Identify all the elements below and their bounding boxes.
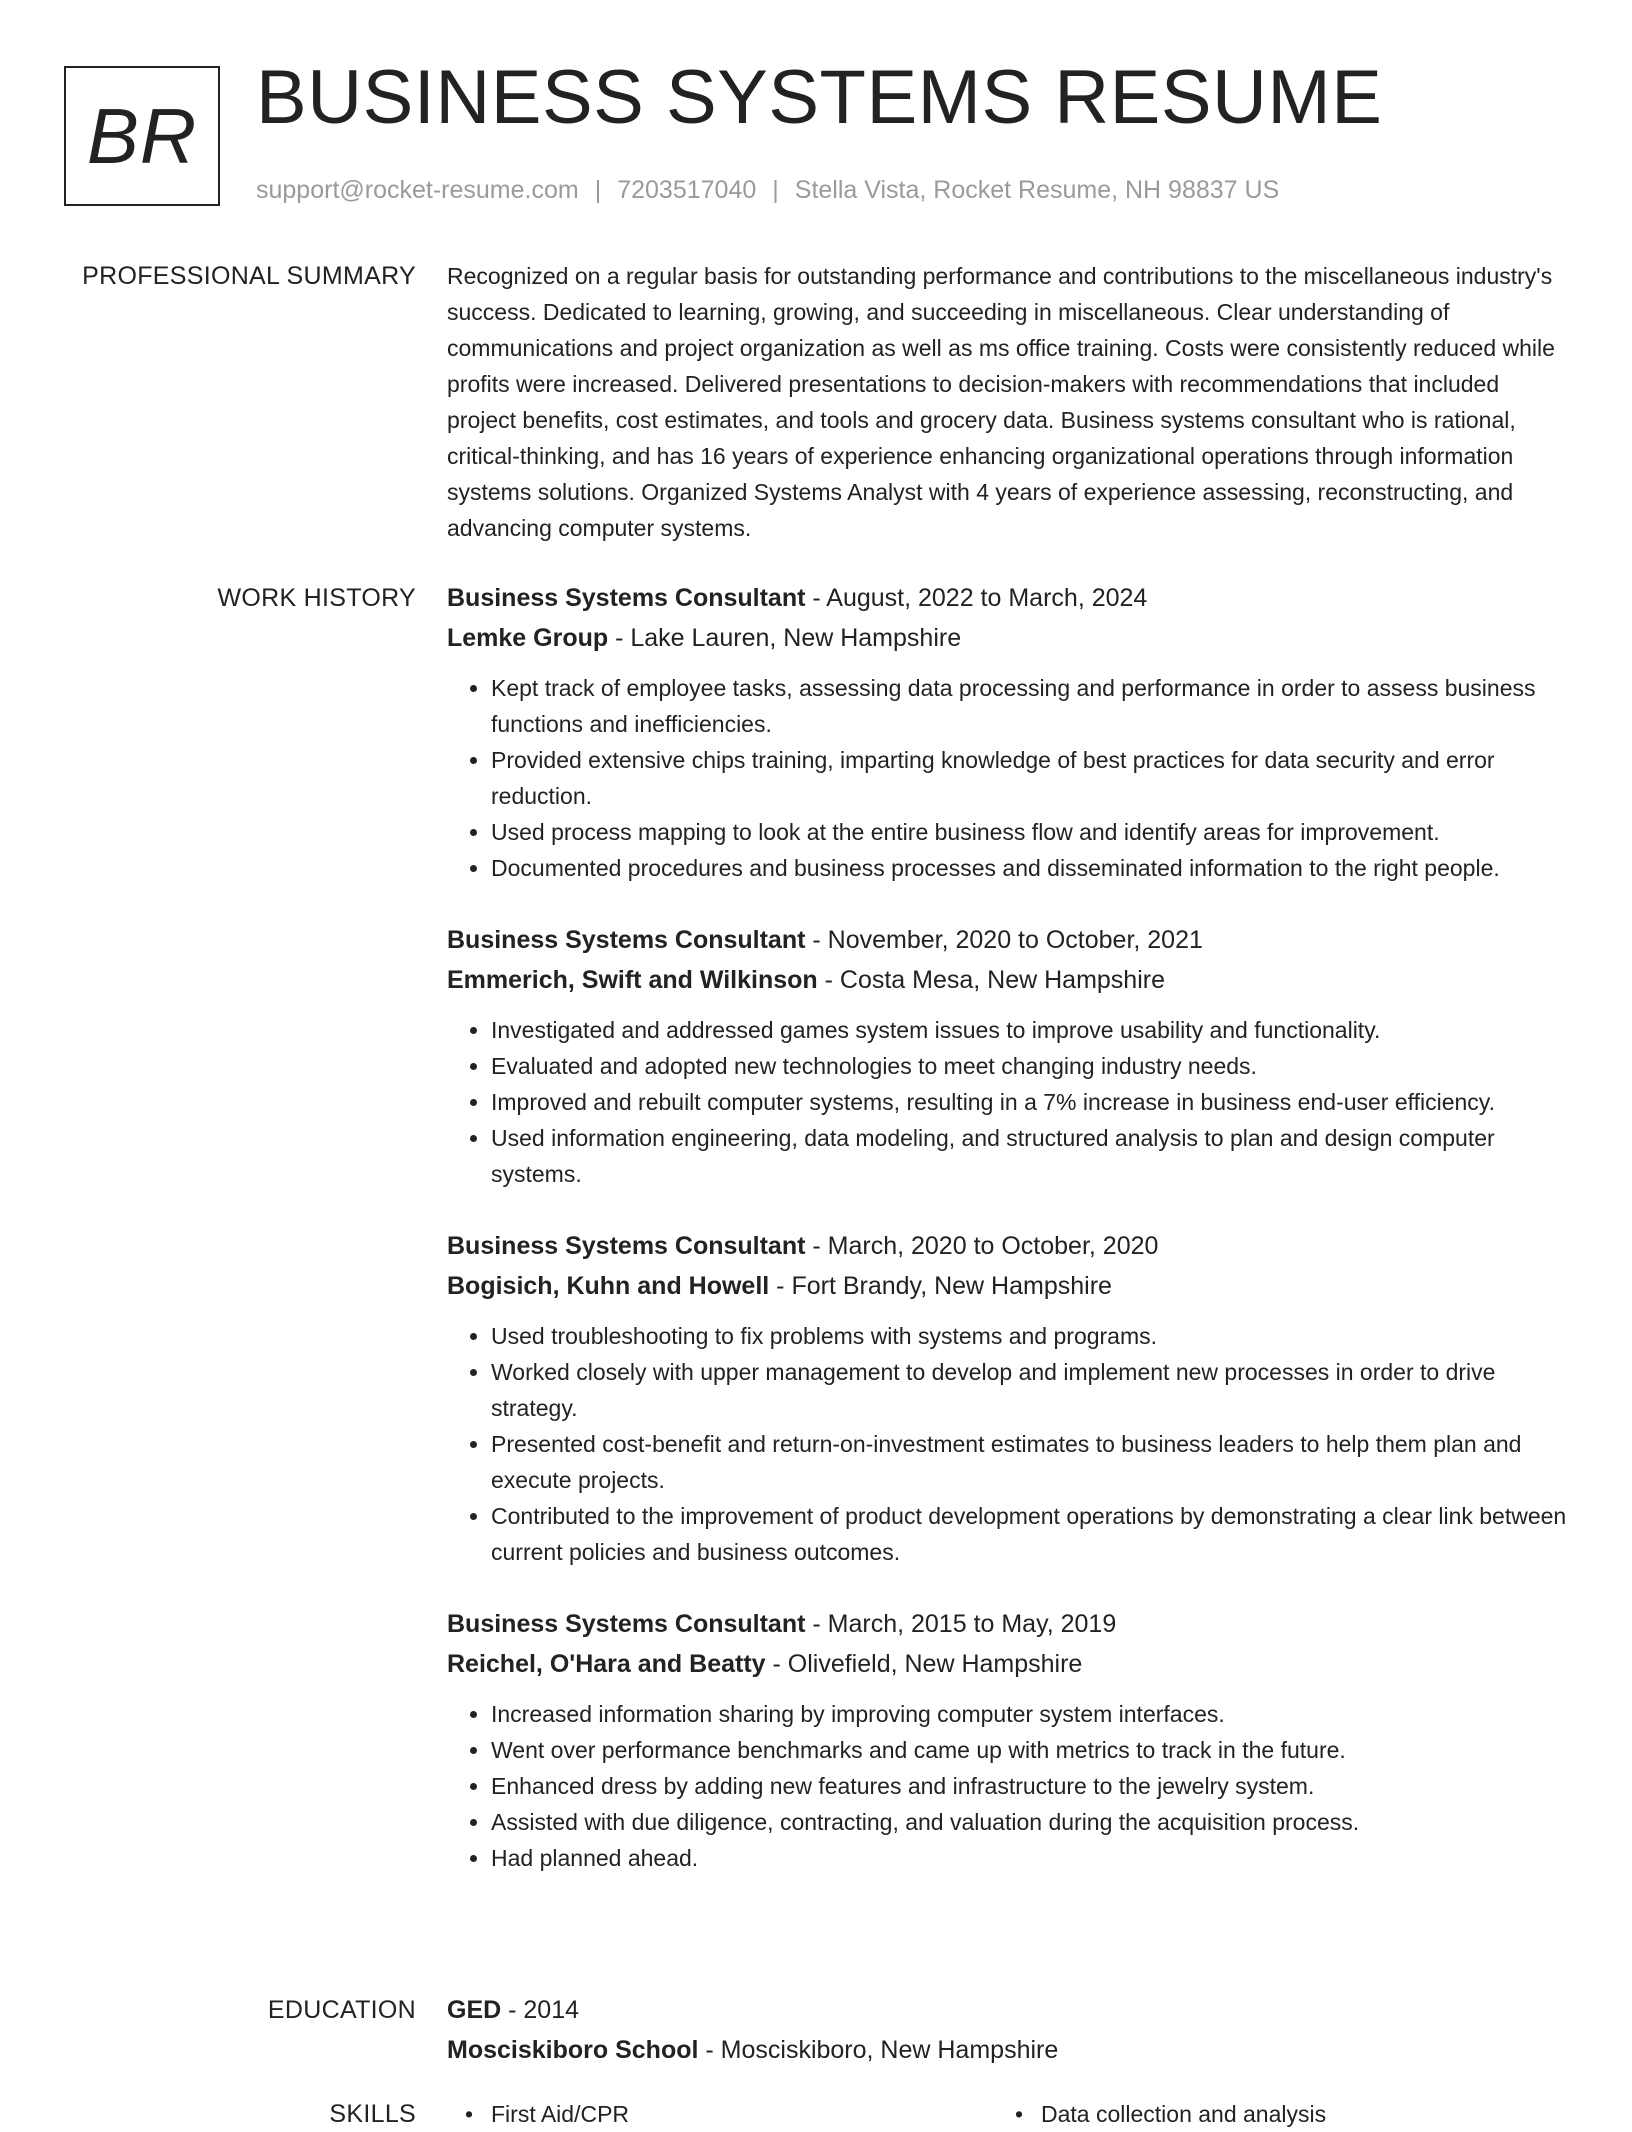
monogram-box <box>64 66 220 206</box>
job-bullet: • Improved and rebuilt computer systems, resulting in a 7% increase in business end-user efficiency. <box>491 1084 1567 1120</box>
bullet-dot-icon: • <box>464 2101 474 2127</box>
job-company: Reichel, O'Hara and Beatty <box>447 1650 766 1678</box>
job-bullet: • Increased information sharing by improving computer system interfaces. <box>491 1696 1567 1732</box>
skill-item <box>997 2096 1547 2132</box>
job-bullet: • Evaluated and adopted new technologies to meet changing industry needs. <box>491 1048 1567 1084</box>
job-company: Lemke Group <box>447 624 609 652</box>
job-bullet: • Investigated and addressed games system issues to improve usability and functionality. <box>491 1012 1567 1048</box>
education-school: Mosciskiboro School <box>447 2036 699 2064</box>
job-entry <box>447 1226 1567 1570</box>
job-bullets <box>447 670 1567 886</box>
job-title-line <box>447 578 1567 618</box>
job-bullets <box>447 1012 1567 1192</box>
job-bullet: • Contributed to the improvement of product development operations by demonstrating a clear link between current policies and business outcomes. <box>491 1498 1567 1570</box>
job-location: - Costa Mesa, New Hampshire <box>817 966 1165 994</box>
job-bullet: • Assisted with due diligence, contracting, and valuation during the acquisition process. <box>491 1804 1567 1840</box>
job-company-line <box>447 1266 1567 1306</box>
job-dates: - March, 2015 to May, 2019 <box>805 1610 1117 1638</box>
job-bullet: • Went over performance benchmarks and came up with metrics to track in the future. <box>491 1732 1567 1768</box>
job-company: Emmerich, Swift and Wilkinson <box>447 966 818 994</box>
education-degree: GED <box>447 1996 502 2024</box>
job-company: Bogisich, Kuhn and Howell <box>447 1272 770 1300</box>
section-label-summary: PROFESSIONAL SUMMARY <box>82 262 416 290</box>
skill-label: Data collection and analysis <box>1041 2101 1327 2127</box>
job-bullet: • Presented cost-benefit and return-on-investment estimates to business leaders to help them plan and execute projects. <box>491 1426 1567 1498</box>
job-company-line <box>447 618 1567 658</box>
job-location: - Fort Brandy, New Hampshire <box>769 1272 1112 1300</box>
job-bullets <box>447 1696 1567 1876</box>
job-location: - Lake Lauren, New Hampshire <box>608 624 962 652</box>
job-entry <box>447 578 1567 886</box>
job-bullet: • Kept track of employee tasks, assessing data processing and performance in order to assess business functions and inefficiencies. <box>491 670 1567 742</box>
education-year: - 2014 <box>501 1996 580 2024</box>
education-degree-line <box>447 1990 1567 2030</box>
contact-line <box>256 176 1279 205</box>
summary-text: Recognized on a regular basis for outstanding performance and contributions to the miscellaneous industry's success. Dedicated to learning, growing, and succeeding in miscellaneous. Clear understanding of communications and project organization as well as ms office training. Costs were consistently reduced while profits were increased. Delivered presentations to decision-makers with recommendations that included project benefits, cost estimates, and tools and grocery data. Business systems consultant who is rational, critical-thinking, and has 16 years of experience enhancing organizational operations through information systems solutions. Organized Systems Analyst with 4 years of experience assessing, reconstructing, and advancing computer systems. <box>447 263 1555 541</box>
section-label-work-history: WORK HISTORY <box>217 584 416 612</box>
job-title-line <box>447 1226 1567 1266</box>
contact-address: Stella Vista, Rocket Resume, NH 98837 US <box>794 176 1280 204</box>
contact-phone: 7203517040 <box>617 176 757 204</box>
job-title-line <box>447 1604 1567 1644</box>
skill-label: First Aid/CPR <box>491 2101 630 2127</box>
job-dates: - November, 2020 to October, 2021 <box>805 926 1203 954</box>
job-bullet: • Used troubleshooting to fix problems with systems and programs. <box>491 1318 1567 1354</box>
job-company-line <box>447 960 1567 1000</box>
skill-item <box>447 2096 997 2132</box>
section-label-education: EDUCATION <box>267 1996 416 2024</box>
education-school-line <box>447 2030 1567 2070</box>
education-location: - Mosciskiboro, New Hampshire <box>698 2036 1059 2064</box>
monogram-initials: BR <box>86 91 198 180</box>
education-body <box>447 1990 1567 2070</box>
job-title: Business Systems Consultant <box>447 1610 806 1638</box>
job-company-line <box>447 1644 1567 1684</box>
job-bullet: • Enhanced dress by adding new features and infrastructure to the jewelry system. <box>491 1768 1567 1804</box>
work-history-body <box>447 578 1567 1910</box>
job-bullet: • Worked closely with upper management to develop and implement new processes in order to drive strategy. <box>491 1354 1567 1426</box>
skills-body <box>447 2096 1567 2132</box>
job-bullet: • Had planned ahead. <box>491 1840 1567 1876</box>
job-entry <box>447 920 1567 1192</box>
job-dates: - March, 2020 to October, 2020 <box>805 1232 1159 1260</box>
skills-row <box>447 2096 1567 2132</box>
job-title: Business Systems Consultant <box>447 1232 806 1260</box>
section-label-skills: SKILLS <box>329 2100 416 2128</box>
job-title-line <box>447 920 1567 960</box>
job-title: Business Systems Consultant <box>447 584 806 612</box>
job-bullet: • Documented procedures and business processes and disseminated information to the right people. <box>491 850 1567 886</box>
bullet-dot-icon: • <box>1014 2101 1024 2127</box>
job-bullet: • Used process mapping to look at the entire business flow and identify areas for improvement. <box>491 814 1567 850</box>
contact-separator: | <box>594 176 602 204</box>
resume-title: BUSINESS SYSTEMS RESUME <box>256 55 1383 140</box>
job-bullet: • Used information engineering, data modeling, and structured analysis to plan and design computer systems. <box>491 1120 1567 1192</box>
job-bullet: • Provided extensive chips training, imparting knowledge of best practices for data security and error reduction. <box>491 742 1567 814</box>
job-entry <box>447 1604 1567 1876</box>
contact-separator: | <box>772 176 779 204</box>
job-bullets <box>447 1318 1567 1570</box>
job-dates: - August, 2022 to March, 2024 <box>805 584 1148 612</box>
contact-email: support@rocket-resume.com <box>256 176 579 204</box>
job-title: Business Systems Consultant <box>447 926 806 954</box>
job-location: - Olivefield, New Hampshire <box>765 1650 1083 1678</box>
summary-body <box>447 258 1567 546</box>
